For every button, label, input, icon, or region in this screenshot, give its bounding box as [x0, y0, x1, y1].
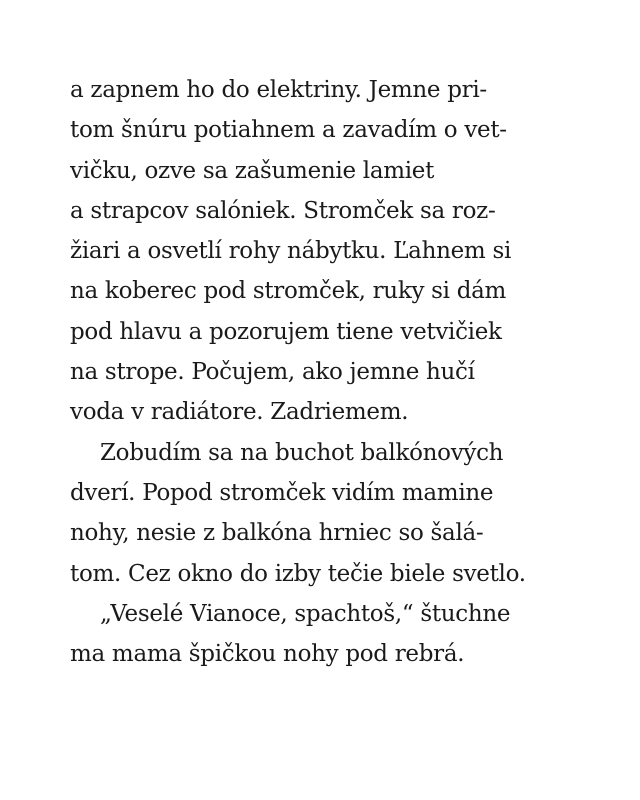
body-text [70, 70, 590, 674]
text-line: a strapcov salóniek. Stromček sa roz- [70, 197, 496, 224]
text-line: vičku, ozve sa zašumenie lamiet [70, 157, 435, 184]
text-line: dverí. Popod stromček vidím mamine [70, 479, 494, 506]
text-line: na koberec pod stromček, ruky si dám [70, 278, 507, 305]
text-line: voda v radiátore. Zadriemem. [70, 399, 409, 426]
text-line: tom šnúru potiahnem a zavadím o vet- [70, 117, 507, 144]
paragraph-start-line: Zobudím sa na buchot balkónových [100, 439, 504, 466]
text-line: a zapnem ho do elektriny. Jemne pri- [70, 77, 487, 103]
paragraph-start-line: „Veselé Vianoce, spachtoš,“ štuchne [100, 600, 511, 627]
text-line: ma mama špičkou nohy pod rebrá. [70, 641, 465, 668]
text-line: tom. Cez okno do izby tečie biele svetlo. [70, 560, 526, 587]
text-line: na strope. Počujem, ako jemne hučí [70, 359, 475, 386]
text-line: žiari a osvetlí rohy nábytku. Ľahnem si [70, 238, 512, 265]
text-line: nohy, nesie z balkóna hrniec so šalá- [70, 520, 484, 547]
text-line: pod hlavu a pozorujem tiene vetvičiek [70, 318, 502, 345]
